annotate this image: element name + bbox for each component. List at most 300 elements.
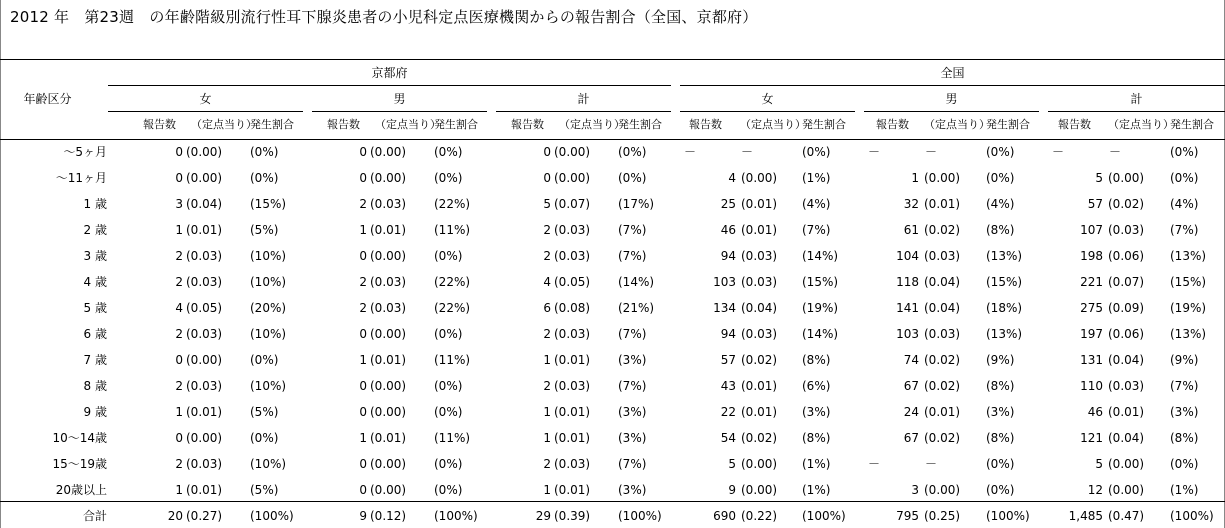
report-count-cell: 2 [175, 249, 183, 263]
report-count-cell: 1 [175, 223, 183, 237]
report-count-cell: 54 [720, 431, 736, 445]
report-count-cell: 5 [543, 197, 551, 211]
per-sentinel-cell: (0.03) [554, 249, 591, 263]
report-count-cell: 4 [728, 171, 736, 185]
header-region-national: 全国 [940, 66, 965, 80]
national-region-rule [680, 85, 1225, 86]
incidence-ratio-cell: (3%) [986, 405, 1015, 419]
per-sentinel-cell: (0.03) [186, 327, 223, 341]
per-sentinel-cell: (0.04) [741, 301, 778, 315]
per-sentinel-cell: (0.00) [186, 431, 223, 445]
report-count-cell: 1 [543, 405, 551, 419]
incidence-ratio-cell: (22%) [434, 301, 471, 315]
header-per-sentinel: （定点当り） [559, 118, 625, 131]
incidence-ratio-cell: (3%) [618, 353, 647, 367]
incidence-ratio-cell: (1%) [802, 483, 831, 497]
report-count-cell: 0 [175, 145, 183, 159]
report-count-cell: 1 [359, 353, 367, 367]
incidence-ratio-cell: (11%) [434, 223, 471, 237]
row-age-label: 10～14歳 [52, 431, 107, 445]
dash-cell: － [868, 457, 881, 471]
header-report-count: 報告数 [1058, 118, 1091, 131]
incidence-ratio-cell: (0%) [986, 457, 1015, 471]
per-sentinel-cell: (0.00) [186, 145, 223, 159]
report-count-cell: 110 [1080, 379, 1103, 393]
per-sentinel-cell: (0.06) [1108, 249, 1145, 263]
incidence-ratio-cell: (3%) [1170, 405, 1199, 419]
report-count-cell: 1 [911, 171, 919, 185]
incidence-ratio-cell: (0%) [434, 145, 463, 159]
header-per-sentinel: （定点当り） [924, 118, 990, 131]
per-sentinel-cell: (0.01) [924, 197, 961, 211]
per-sentinel-cell: (0.02) [924, 353, 961, 367]
report-count-cell: 0 [543, 145, 551, 159]
incidence-ratio-cell: (0%) [434, 483, 463, 497]
report-count-cell: 2 [543, 223, 551, 237]
per-sentinel-cell: (0.03) [370, 197, 407, 211]
incidence-ratio-cell: (0%) [434, 405, 463, 419]
per-sentinel-cell: (0.03) [741, 249, 778, 263]
per-sentinel-cell: (0.00) [741, 457, 778, 471]
row-age-label: 9 歳 [83, 405, 107, 419]
report-count-cell: 131 [1080, 353, 1103, 367]
total-top-rule [0, 501, 1225, 502]
report-count-cell: 198 [1080, 249, 1103, 263]
incidence-ratio-cell: (100%) [250, 509, 294, 523]
per-sentinel-cell: (0.01) [924, 405, 961, 419]
sex-group-rule [496, 111, 671, 112]
per-sentinel-cell: (0.00) [370, 171, 407, 185]
incidence-ratio-cell: (10%) [250, 457, 287, 471]
dash-cell: － [868, 145, 881, 159]
report-count-cell: 32 [903, 197, 919, 211]
report-count-cell: 221 [1080, 275, 1103, 289]
incidence-ratio-cell: (13%) [986, 327, 1023, 341]
report-count-cell: 4 [175, 301, 183, 315]
per-sentinel-cell: (0.01) [741, 223, 778, 237]
incidence-ratio-cell: (1%) [1170, 483, 1199, 497]
incidence-ratio-cell: (22%) [434, 275, 471, 289]
report-count-cell: 46 [720, 223, 736, 237]
row-age-label: 8 歳 [83, 379, 107, 393]
per-sentinel-cell: (0.00) [741, 483, 778, 497]
incidence-ratio-cell: (100%) [802, 509, 846, 523]
per-sentinel-cell: (0.01) [741, 379, 778, 393]
report-count-cell: 2 [543, 457, 551, 471]
incidence-ratio-cell: (0%) [802, 145, 831, 159]
incidence-ratio-cell: (0%) [1170, 457, 1199, 471]
incidence-ratio-cell: (3%) [618, 483, 647, 497]
row-age-label: 1 歳 [83, 197, 107, 211]
incidence-ratio-cell: (9%) [986, 353, 1015, 367]
incidence-ratio-cell: (13%) [1170, 327, 1207, 341]
sex-group-rule [312, 111, 487, 112]
per-sentinel-cell: (0.03) [554, 223, 591, 237]
report-count-cell: 1 [175, 405, 183, 419]
row-age-label: 20歳以上 [55, 483, 107, 497]
per-sentinel-cell: (0.03) [924, 327, 961, 341]
sex-group-rule [864, 111, 1039, 112]
report-count-cell: 118 [896, 275, 919, 289]
report-count-cell: 29 [535, 509, 551, 523]
report-count-cell: 6 [543, 301, 551, 315]
header-per-sentinel: （定点当り） [375, 118, 441, 131]
report-count-cell: 2 [175, 327, 183, 341]
incidence-ratio-cell: (19%) [1170, 301, 1207, 315]
report-count-cell: 2 [175, 275, 183, 289]
per-sentinel-cell: (0.03) [554, 457, 591, 471]
header-report-count: 報告数 [689, 118, 722, 131]
row-age-label: 7 歳 [83, 353, 107, 367]
dash-cell: － [925, 145, 938, 159]
incidence-ratio-cell: (100%) [618, 509, 662, 523]
per-sentinel-cell: (0.02) [924, 431, 961, 445]
per-sentinel-cell: (0.04) [1108, 353, 1145, 367]
report-count-cell: 3 [911, 483, 919, 497]
incidence-ratio-cell: (3%) [618, 431, 647, 445]
report-count-cell: 1 [543, 353, 551, 367]
report-count-cell: 57 [720, 353, 736, 367]
incidence-ratio-cell: (15%) [802, 275, 839, 289]
header-sex: 計 [1130, 92, 1143, 106]
report-count-cell: 103 [896, 327, 919, 341]
incidence-ratio-cell: (7%) [618, 457, 647, 471]
incidence-ratio-cell: (14%) [802, 327, 839, 341]
per-sentinel-cell: (0.06) [1108, 327, 1145, 341]
incidence-ratio-cell: (0%) [250, 353, 279, 367]
report-count-cell: 103 [713, 275, 736, 289]
incidence-ratio-cell: (7%) [618, 249, 647, 263]
report-count-cell: 2 [543, 379, 551, 393]
report-count-cell: 5 [728, 457, 736, 471]
per-sentinel-cell: (0.01) [186, 405, 223, 419]
report-count-cell: 43 [720, 379, 736, 393]
row-age-label: ～11ヶ月 [55, 171, 107, 185]
incidence-ratio-cell: (10%) [250, 249, 287, 263]
dash-cell: － [925, 457, 938, 471]
report-count-cell: 2 [543, 327, 551, 341]
report-count-cell: 0 [359, 457, 367, 471]
header-sex: 男 [945, 92, 958, 106]
page-border-left [0, 0, 1, 528]
report-count-cell: 22 [720, 405, 736, 419]
report-count-cell: 1 [359, 431, 367, 445]
report-count-cell: 2 [175, 457, 183, 471]
incidence-ratio-cell: (0%) [434, 249, 463, 263]
row-age-label: 3 歳 [83, 249, 107, 263]
header-incidence-ratio: 発生割合 [1170, 118, 1214, 131]
per-sentinel-cell: (0.07) [1108, 275, 1145, 289]
incidence-ratio-cell: (0%) [986, 171, 1015, 185]
incidence-ratio-cell: (15%) [986, 275, 1023, 289]
per-sentinel-cell: (0.00) [1108, 483, 1145, 497]
incidence-ratio-cell: (8%) [802, 353, 831, 367]
report-count-cell: 4 [543, 275, 551, 289]
per-sentinel-cell: (0.39) [554, 509, 591, 523]
report-count-cell: 5 [1095, 457, 1103, 471]
report-count-cell: 25 [720, 197, 736, 211]
header-incidence-ratio: 発生割合 [618, 118, 662, 131]
incidence-ratio-cell: (10%) [250, 327, 287, 341]
report-count-cell: 104 [896, 249, 919, 263]
per-sentinel-cell: (0.02) [1108, 197, 1145, 211]
per-sentinel-cell: (0.00) [370, 483, 407, 497]
incidence-ratio-cell: (13%) [1170, 249, 1207, 263]
report-count-cell: 0 [359, 249, 367, 263]
report-count-cell: 46 [1087, 405, 1103, 419]
per-sentinel-cell: (0.04) [1108, 431, 1145, 445]
per-sentinel-cell: (0.00) [370, 457, 407, 471]
incidence-ratio-cell: (11%) [434, 353, 471, 367]
row-age-label: 6 歳 [83, 327, 107, 341]
incidence-ratio-cell: (8%) [1170, 431, 1199, 445]
report-count-cell: 275 [1080, 301, 1103, 315]
per-sentinel-cell: (0.03) [370, 301, 407, 315]
per-sentinel-cell: (0.00) [186, 353, 223, 367]
per-sentinel-cell: (0.03) [924, 249, 961, 263]
per-sentinel-cell: (0.00) [554, 171, 591, 185]
per-sentinel-cell: (0.25) [924, 509, 961, 523]
header-report-count: 報告数 [143, 118, 176, 131]
incidence-ratio-cell: (0%) [1170, 145, 1199, 159]
report-count-cell: 20 [167, 509, 183, 523]
report-count-cell: 67 [903, 431, 919, 445]
dash-cell: － [1109, 145, 1122, 159]
report-count-cell: 134 [713, 301, 736, 315]
header-age-group: 年齢区分 [23, 92, 72, 106]
incidence-ratio-cell: (0%) [618, 145, 647, 159]
report-count-cell: 0 [175, 171, 183, 185]
incidence-ratio-cell: (10%) [250, 275, 287, 289]
per-sentinel-cell: (0.01) [1108, 405, 1145, 419]
report-count-cell: 12 [1087, 483, 1103, 497]
per-sentinel-cell: (0.03) [186, 275, 223, 289]
report-count-cell: 141 [896, 301, 919, 315]
report-count-cell: 0 [543, 171, 551, 185]
incidence-ratio-cell: (9%) [1170, 353, 1199, 367]
header-incidence-ratio: 発生割合 [802, 118, 846, 131]
report-count-cell: 0 [359, 145, 367, 159]
incidence-ratio-cell: (15%) [1170, 275, 1207, 289]
header-per-sentinel: （定点当り） [1108, 118, 1174, 131]
report-count-cell: 1 [543, 431, 551, 445]
incidence-ratio-cell: (0%) [250, 171, 279, 185]
header-incidence-ratio: 発生割合 [434, 118, 478, 131]
incidence-ratio-cell: (10%) [250, 379, 287, 393]
report-count-cell: 0 [359, 405, 367, 419]
per-sentinel-cell: (0.00) [1108, 171, 1145, 185]
incidence-ratio-cell: (21%) [618, 301, 655, 315]
incidence-ratio-cell: (5%) [250, 483, 279, 497]
incidence-ratio-cell: (3%) [802, 405, 831, 419]
per-sentinel-cell: (0.04) [924, 275, 961, 289]
report-count-cell: 9 [728, 483, 736, 497]
incidence-ratio-cell: (22%) [434, 197, 471, 211]
per-sentinel-cell: (0.03) [1108, 223, 1145, 237]
incidence-ratio-cell: (0%) [618, 171, 647, 185]
report-count-cell: 1 [359, 223, 367, 237]
report-count-cell: 1,485 [1068, 509, 1103, 523]
incidence-ratio-cell: (19%) [802, 301, 839, 315]
header-report-count: 報告数 [511, 118, 544, 131]
incidence-ratio-cell: (7%) [618, 223, 647, 237]
report-count-cell: 2 [359, 301, 367, 315]
incidence-ratio-cell: (8%) [802, 431, 831, 445]
per-sentinel-cell: (0.01) [554, 483, 591, 497]
incidence-ratio-cell: (8%) [986, 223, 1015, 237]
dash-cell: － [684, 145, 697, 159]
per-sentinel-cell: (0.02) [741, 353, 778, 367]
incidence-ratio-cell: (15%) [250, 197, 287, 211]
dash-cell: － [1052, 145, 1065, 159]
incidence-ratio-cell: (0%) [250, 431, 279, 445]
header-sex: 女 [761, 92, 774, 106]
per-sentinel-cell: (0.08) [554, 301, 591, 315]
incidence-ratio-cell: (5%) [250, 223, 279, 237]
per-sentinel-cell: (0.01) [554, 353, 591, 367]
row-age-label: 5 歳 [83, 301, 107, 315]
incidence-ratio-cell: (3%) [618, 405, 647, 419]
report-count-cell: 24 [903, 405, 919, 419]
row-age-label: ～5ヶ月 [63, 145, 107, 159]
per-sentinel-cell: (0.03) [370, 275, 407, 289]
incidence-ratio-cell: (11%) [434, 431, 471, 445]
report-count-cell: 94 [720, 249, 736, 263]
per-sentinel-cell: (0.00) [741, 171, 778, 185]
incidence-ratio-cell: (7%) [618, 327, 647, 341]
per-sentinel-cell: (0.01) [370, 353, 407, 367]
incidence-ratio-cell: (13%) [986, 249, 1023, 263]
incidence-ratio-cell: (0%) [1170, 171, 1199, 185]
report-count-cell: 57 [1087, 197, 1103, 211]
row-age-label: 合計 [82, 509, 107, 523]
per-sentinel-cell: (0.03) [186, 379, 223, 393]
per-sentinel-cell: (0.07) [554, 197, 591, 211]
incidence-ratio-cell: (100%) [434, 509, 478, 523]
header-incidence-ratio: 発生割合 [250, 118, 294, 131]
per-sentinel-cell: (0.03) [741, 275, 778, 289]
report-count-cell: 197 [1080, 327, 1103, 341]
per-sentinel-cell: (0.05) [554, 275, 591, 289]
incidence-ratio-cell: (8%) [986, 431, 1015, 445]
per-sentinel-cell: (0.01) [554, 431, 591, 445]
per-sentinel-cell: (0.01) [741, 197, 778, 211]
per-sentinel-cell: (0.03) [1108, 379, 1145, 393]
per-sentinel-cell: (0.02) [741, 431, 778, 445]
per-sentinel-cell: (0.03) [554, 327, 591, 341]
row-age-label: 2 歳 [83, 223, 107, 237]
per-sentinel-cell: (0.03) [186, 249, 223, 263]
sex-group-rule [108, 111, 303, 112]
per-sentinel-cell: (0.01) [186, 483, 223, 497]
header-per-sentinel: （定点当り） [191, 118, 257, 131]
report-count-cell: 9 [359, 509, 367, 523]
report-count-cell: 690 [713, 509, 736, 523]
incidence-ratio-cell: (0%) [434, 457, 463, 471]
incidence-ratio-cell: (0%) [434, 379, 463, 393]
incidence-ratio-cell: (20%) [250, 301, 287, 315]
incidence-ratio-cell: (5%) [250, 405, 279, 419]
incidence-ratio-cell: (0%) [986, 145, 1015, 159]
header-per-sentinel: （定点当り） [740, 118, 806, 131]
incidence-ratio-cell: (14%) [618, 275, 655, 289]
header-region-kyoto: 京都府 [371, 66, 408, 80]
per-sentinel-cell: (0.03) [554, 379, 591, 393]
header-incidence-ratio: 発生割合 [986, 118, 1030, 131]
report-count-cell: 2 [359, 197, 367, 211]
incidence-ratio-cell: (7%) [618, 379, 647, 393]
per-sentinel-cell: (0.02) [924, 379, 961, 393]
incidence-ratio-cell: (4%) [1170, 197, 1199, 211]
incidence-ratio-cell: (1%) [802, 457, 831, 471]
report-count-cell: 107 [1080, 223, 1103, 237]
report-count-cell: 3 [175, 197, 183, 211]
incidence-ratio-cell: (0%) [250, 145, 279, 159]
incidence-ratio-cell: (8%) [986, 379, 1015, 393]
dash-cell: － [741, 145, 754, 159]
sex-group-rule [680, 111, 855, 112]
report-count-cell: 0 [359, 379, 367, 393]
report-count-cell: 74 [903, 353, 919, 367]
report-count-cell: 61 [903, 223, 919, 237]
per-sentinel-cell: (0.22) [741, 509, 778, 523]
per-sentinel-cell: (0.00) [554, 145, 591, 159]
header-sex: 計 [577, 92, 590, 106]
incidence-ratio-cell: (0%) [434, 171, 463, 185]
per-sentinel-cell: (0.09) [1108, 301, 1145, 315]
incidence-ratio-cell: (1%) [802, 171, 831, 185]
header-sex: 女 [199, 92, 212, 106]
report-count-cell: 67 [903, 379, 919, 393]
header-sex: 男 [393, 92, 406, 106]
report-count-cell: 0 [359, 171, 367, 185]
report-count-cell: 5 [1095, 171, 1103, 185]
report-count-cell: 0 [175, 353, 183, 367]
per-sentinel-cell: (0.27) [186, 509, 223, 523]
incidence-ratio-cell: (17%) [618, 197, 655, 211]
per-sentinel-cell: (0.00) [370, 405, 407, 419]
report-count-cell: 2 [175, 379, 183, 393]
incidence-ratio-cell: (4%) [986, 197, 1015, 211]
incidence-ratio-cell: (0%) [986, 483, 1015, 497]
report-count-cell: 1 [175, 483, 183, 497]
incidence-ratio-cell: (0%) [434, 327, 463, 341]
report-count-cell: 795 [896, 509, 919, 523]
per-sentinel-cell: (0.12) [370, 509, 407, 523]
per-sentinel-cell: (0.01) [554, 405, 591, 419]
per-sentinel-cell: (0.00) [370, 327, 407, 341]
per-sentinel-cell: (0.47) [1108, 509, 1145, 523]
incidence-ratio-cell: (4%) [802, 197, 831, 211]
per-sentinel-cell: (0.01) [741, 405, 778, 419]
per-sentinel-cell: (0.05) [186, 301, 223, 315]
per-sentinel-cell: (0.00) [1108, 457, 1145, 471]
report-count-cell: 121 [1080, 431, 1103, 445]
per-sentinel-cell: (0.03) [741, 327, 778, 341]
per-sentinel-cell: (0.00) [370, 249, 407, 263]
report-count-cell: 0 [359, 327, 367, 341]
header-bottom-rule [0, 139, 1225, 140]
report-count-cell: 94 [720, 327, 736, 341]
per-sentinel-cell: (0.01) [370, 431, 407, 445]
per-sentinel-cell: (0.00) [370, 145, 407, 159]
header-report-count: 報告数 [876, 118, 909, 131]
incidence-ratio-cell: (14%) [802, 249, 839, 263]
sex-group-rule [1048, 111, 1225, 112]
report-count-cell: 1 [543, 483, 551, 497]
incidence-ratio-cell: (7%) [1170, 379, 1199, 393]
per-sentinel-cell: (0.01) [370, 223, 407, 237]
